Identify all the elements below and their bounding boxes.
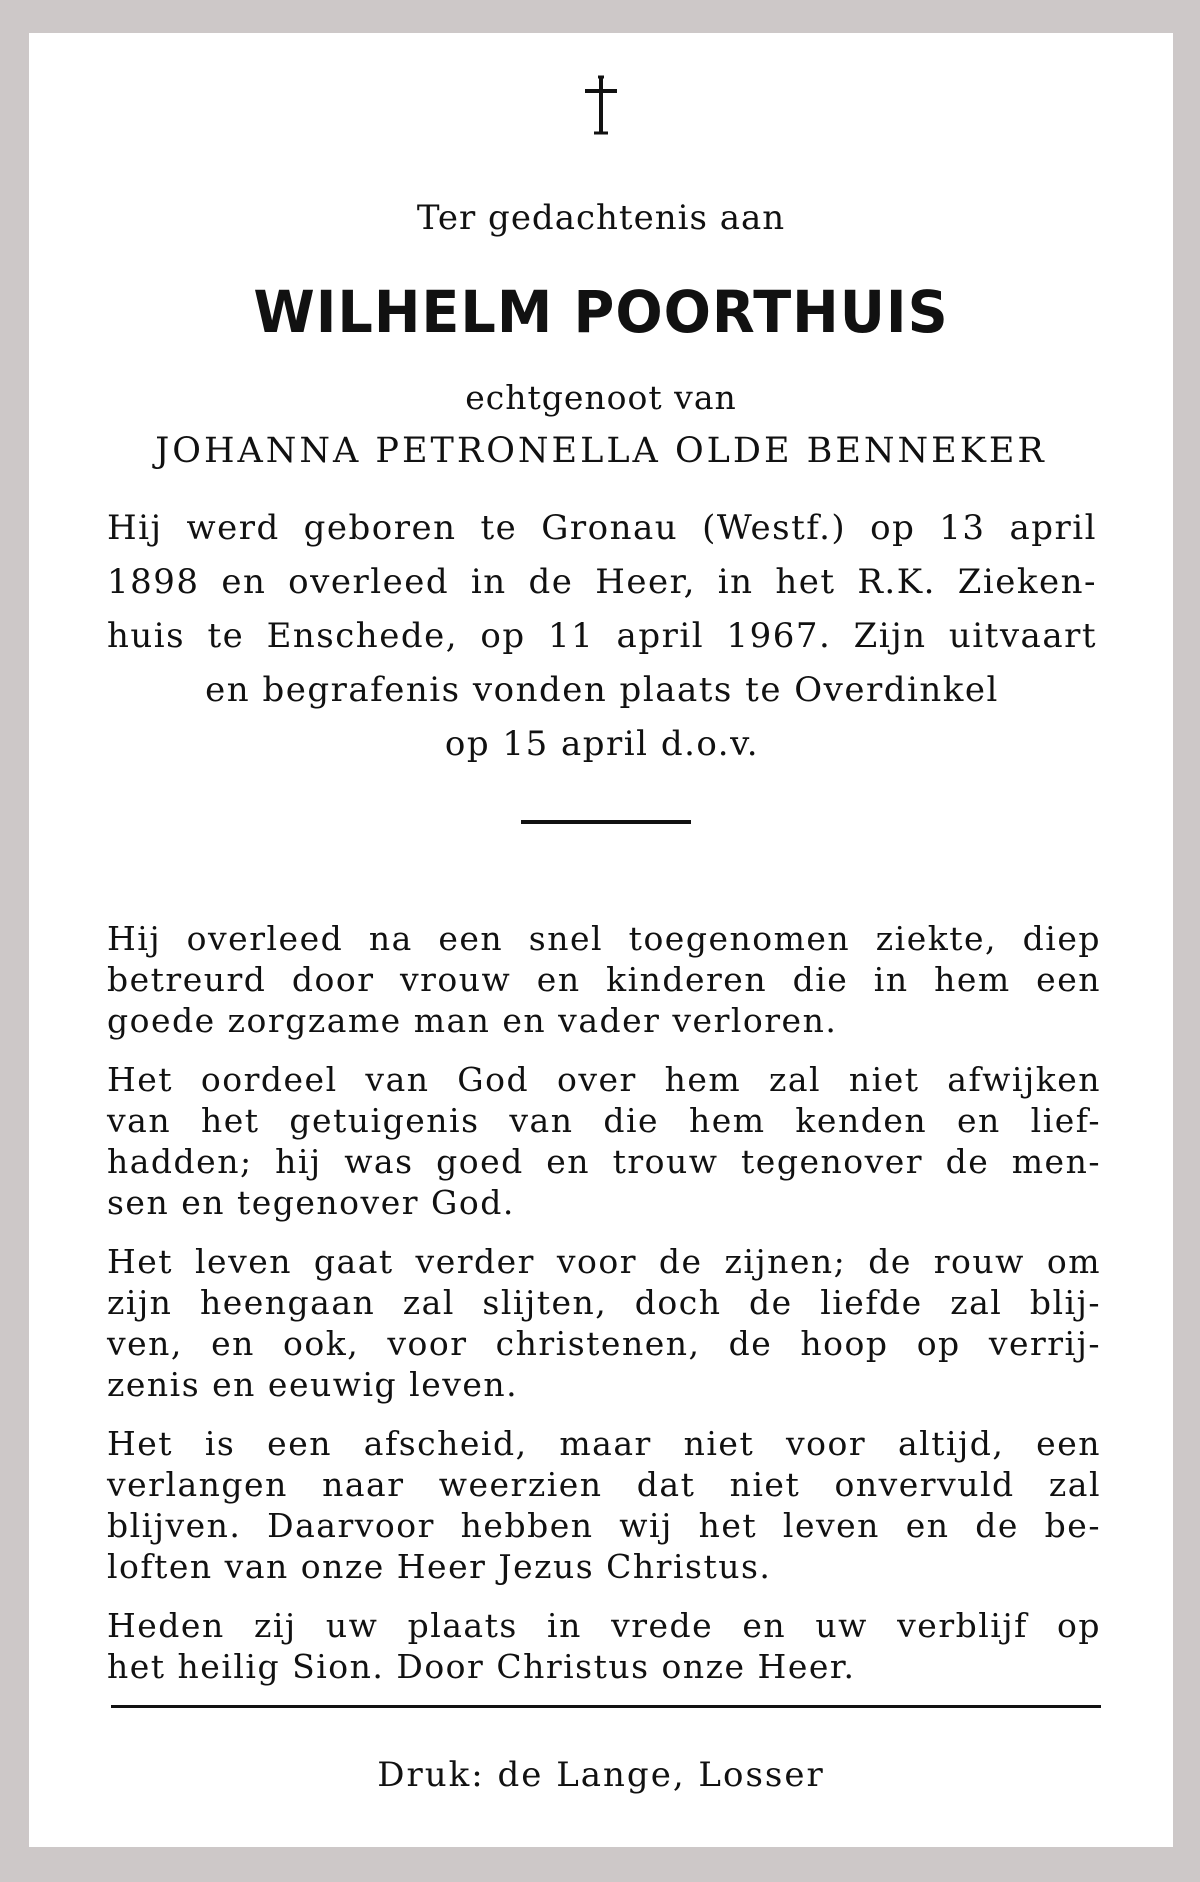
text-line: Hij overleed na een snel toegenomen ziekte, diep [107, 919, 1101, 958]
bio-line: 1898 en overleed in de Heer, in het R.K. Zieken- [107, 562, 1097, 602]
paragraph [107, 1241, 1101, 1405]
bio-line: en begrafenis vonden plaats te Overdinkel [205, 670, 999, 710]
memorial-card [29, 33, 1173, 1847]
short-divider [521, 820, 691, 824]
bio-line: huis te Enschede, op 11 april 1967. Zijn uitvaart [107, 616, 1097, 656]
intro-text: Ter gedachtenis aan [416, 198, 786, 238]
text-line: goede zorgzame man en vader verloren. [107, 1001, 838, 1040]
paragraph [107, 1605, 1101, 1687]
text-line: het heilig Sion. Door Christus onze Heer. [107, 1647, 856, 1686]
cross-icon [29, 73, 1173, 183]
spouse-name: JOHANNA PETRONELLA OLDE BENNEKER [155, 431, 1047, 471]
deceased-name: WILHELM POORTHUIS [253, 278, 949, 346]
memorial-text [107, 918, 1101, 1705]
long-divider [111, 1705, 1101, 1708]
text-line: ven, en ook, voor christenen, de hoop op verrij- [107, 1324, 1101, 1363]
paragraph [107, 918, 1101, 1041]
text-line: Het is een afscheid, maar niet voor altijd, een [107, 1424, 1101, 1463]
text-line: Het oordeel van God over hem zal niet afwijken [107, 1060, 1101, 1099]
text-line: verlangen naar weerzien dat niet onvervuld zal [107, 1465, 1101, 1504]
paragraph [107, 1423, 1101, 1587]
text-line: blijven. Daarvoor hebben wij het leven en de be- [107, 1506, 1101, 1545]
spouse-label: echtgenoot van [465, 378, 737, 417]
paragraph [107, 1059, 1101, 1223]
text-line: Het leven gaat verder voor de zijnen; de rouw om [107, 1242, 1101, 1281]
bio-line: op 15 april d.o.v. [444, 724, 760, 764]
text-line: loften van onze Heer Jezus Christus. [107, 1547, 772, 1586]
text-line: betreurd door vrouw en kinderen die in hem een [107, 960, 1101, 999]
text-line: hadden; hij was goed en trouw tegenover de men- [107, 1142, 1101, 1181]
biography [107, 501, 1097, 771]
text-line: zijn heengaan zal slijten, doch de liefde zal blij- [107, 1283, 1101, 1322]
text-line: van het getuigenis van die hem kenden en lief- [107, 1101, 1101, 1140]
bio-line: Hij werd geboren te Gronau (Westf.) op 13 april [107, 508, 1097, 548]
printer-credit: Druk: de Lange, Losser [377, 1755, 825, 1795]
text-line: Heden zij uw plaats in vrede en uw verblijf op [107, 1606, 1101, 1645]
text-line: sen en tegenover God. [107, 1183, 515, 1222]
text-line: zenis en eeuwig leven. [107, 1365, 519, 1404]
